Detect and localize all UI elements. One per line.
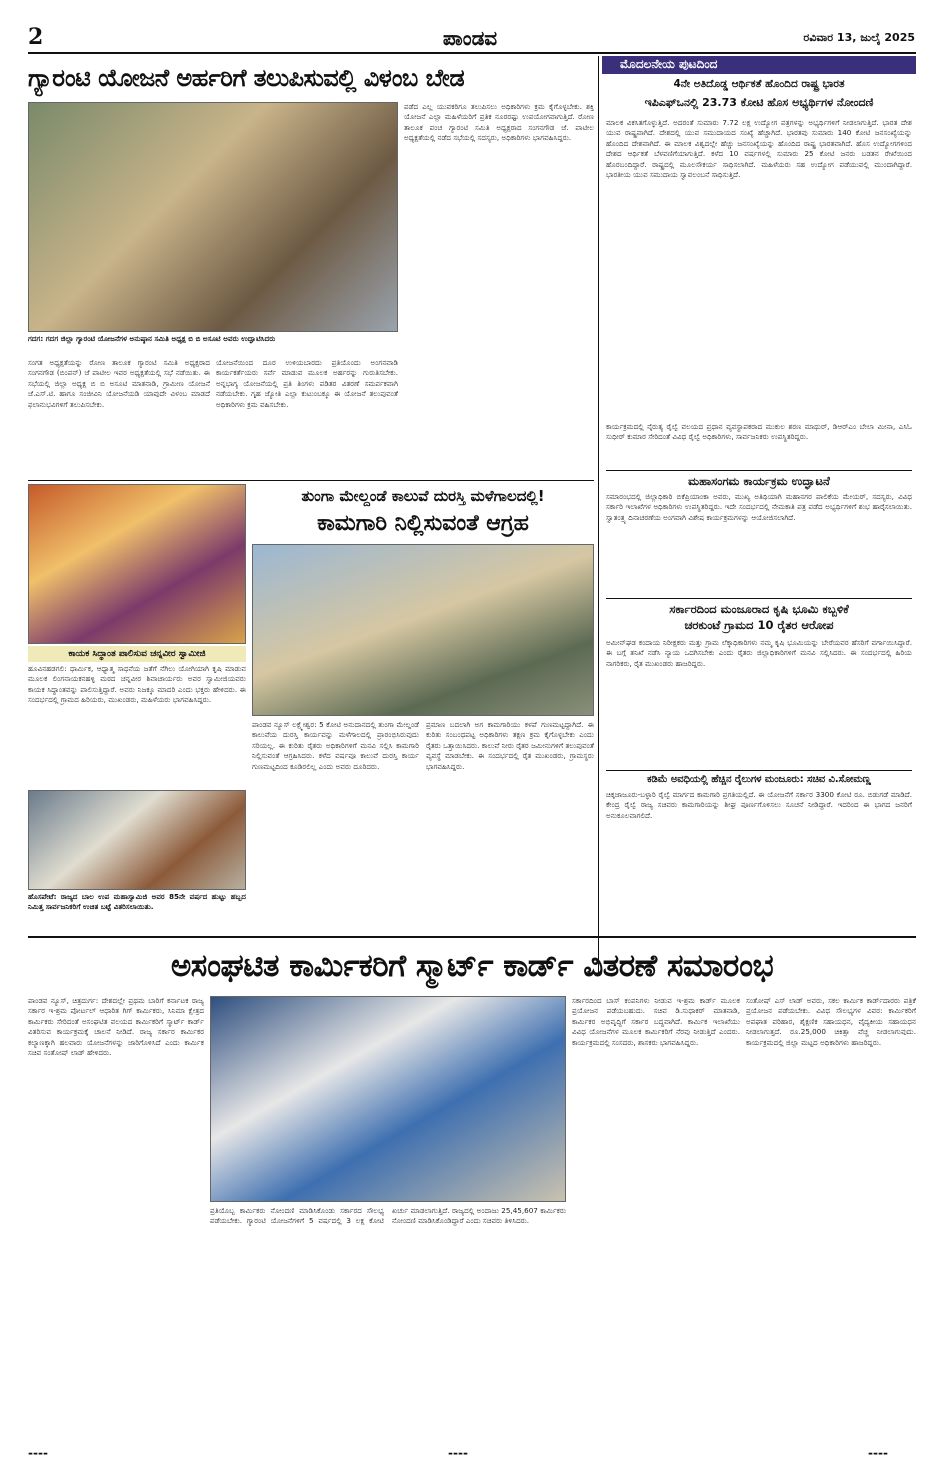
issue-date: ರವಿವಾರ 13, ಜುಲೈ 2025 — [803, 31, 915, 44]
story2-subhead3: ಮಹಾಸಂಗಮ ಕಾರ್ಯಕ್ರಮ ಉದ್ಘಾಟನೆ — [606, 470, 912, 489]
story2-body1: ಮಾಲಕ ವಿಕಸಿತಗೊಳ್ಳುತ್ತಿದೆ. ಅದರಂತೆ ಸುಮಾರು 7.72 ಲಕ್ಷ ಉದ್ಯೋಗ ಪತ್ರಗಳನ್ನು ಅಭ್ಯರ್ಥಿಗಳಿಗೆ ನೀಡಲಾಗುತ್ತಿದೆ. ಭಾರತ ದೇಶ ಯುವ ರಾಷ್ಟ್ರವಾಗಿದೆ. ದೇಶದಲ್ಲಿ ಯುವ ಸಮುದಾಯದ ಸಂಖ್ಯೆ ಹೆಚ್ಚಾಗಿದೆ. ಭಾರತವು ಸುಮಾರು 140 ಕೋಟಿ ಜನಸಂಖ್ಯೆಯನ್ನು ಹೊಂದಿದ ದೇಶವಾಗಿದೆ. ಈ ಮಾಲಕ ವಿಶ್ವದಲ್ಲೇ ಹೆಚ್ಚು ಜನಸಂಖ್ಯೆಯನ್ನು ಹೊಂದಿದ ರಾಷ್ಟ್ರ ಭಾರತವಾಗಿದೆ. ಹೊಸ ಉದ್ಯೋಗಗಳಿಂದ ದೇಶದ ಆರ್ಥಿಕತೆ ಬೆಳವಣಿಗೆಯಾಗುತ್ತಿದೆ. ಕಳೆದ 10 ವರ್ಷಗಳಲ್ಲಿ ಸುಮಾರು 25 ಕೋಟಿ ಜನರು ಬಡತನ ರೇಖೆಯಿಂದ ಹೊರಬಂದಿದ್ದಾರೆ. ರಾಷ್ಟ್ರದಲ್ಲಿ ಮೂಲಸೌಕರ್ಯ ಸಾಧಿಸಲಾಗಿದೆ. ಮಹಿಳೆಯರು ಸಹ ಉದ್ಯೋಗ ಪಡೆಯುವಲ್ಲಿ ಮುಂದಾಗಿದ್ದಾರೆ. ಭಾರತೀಯ ಯುವ ಸಮುದಾಯ ಸ್ವಾವಲಂಬನೆ ಸಾಧಿಸುತ್ತಿದೆ. — [606, 118, 912, 180]
story2-subhead6: ಕಡಿಮೆ ಅವಧಿಯಲ್ಲಿ ಹೆಚ್ಚಿನ ರೈಲುಗಳ ಮಂಜೂರು: ಸಚಿವ ವಿ.ಸೋಮಣ್ಣ — [606, 770, 912, 785]
story2-kicker: ಮೊದಲನೇಯ ಪುಟದಿಂದ — [620, 57, 718, 71]
footer-right: ---- — [868, 1446, 888, 1460]
story3-photo — [28, 484, 246, 644]
story2-subhead5: ಚರಕುಂಟೆ ಗ್ರಾಮದ 10 ರೈತರ ಆರೋಪ — [684, 618, 834, 632]
page-number: 2 — [28, 24, 44, 50]
story4-body-col1: ಪಾಂಡವ ನ್ಯೂಸ್ ಲಕ್ಷ್ಮೇಶ್ವರ: 5 ಕೋಟಿ ಅನುದಾನದಲ್ಲಿ ತುಂಗಾ ಮೇಲ್ದಂಡೆ ಕಾಲುವೆಯ ದುರಸ್ತಿ ಕಾರ್ಯವನ್ನು ಮಳೆಗಾಲದಲ್ಲಿ ಪ್ರಾರಂಭಿಸಿರುವುದು ಸರಿಯಲ್ಲ. ಈ ಕುರಿತು ರೈತರು ಅಧಿಕಾರಿಗಳಿಗೆ ಮನವಿ ಸಲ್ಲಿಸಿ ಕಾಮಗಾರಿ ನಿಲ್ಲಿಸುವಂತೆ ಆಗ್ರಹಿಸಿದರು. ಕಳೆದ ವರ್ಷವೂ ಕಾಲುವೆ ದುರಸ್ತಿ ಕಾರ್ಯ ಗುಣಮಟ್ಟದಿಂದ ಕೂಡಿರಲಿಲ್ಲ ಎಂದು ಅವರು ದೂರಿದರು. — [252, 720, 419, 771]
story1-body-col1: ಸಂಗತ ಅಧ್ಯಕ್ಷತೆಯನ್ನು ರೋಣ ತಾಲೂಕ ಗ್ಯಾರಂಟಿ ಸಮಿತಿ ಅಧ್ಯಕ್ಷರಾದ ಸಂಗನಗೌಡ (ಬಿಂಪನ್) ಜೆ ಪಾಟೀಲ ಇವರ ಅಧ್ಯಕ್ಷತೆಯಲ್ಲಿ ಸಭೆ ನಡೆಯಿತು. ಈ ಸಭೆಯಲ್ಲಿ ಜಿಲ್ಲಾ ಅಧ್ಯಕ್ಷ ಬಿ ಬಿ ಅಸೂಟಿ ಮಾತನಾಡಿ, ಗ್ರಾಮೀಣ ಯೋಜನೆ ಜೆ.ಎಸ್.ಟಿ. ಹಾಗೂ ಸಂಜೀವಿನಿ ಯೋಜನೆಯಡಿ ಯಾವುದೇ ವಿಳಂಬ ಮಾಡದೆ ಫಲಾನುಭವಿಗಳಿಗೆ ತಲುಪಿಸಬೇಕು. — [28, 358, 210, 409]
story2-body5: ಚಿಕ್ಕಜಾಜೂರು-ಬಳ್ಳಾರಿ ರೈಲ್ವೆ ಮಾರ್ಗದ ಕಾಮಗಾರಿ ಪ್ರಗತಿಯಲ್ಲಿದೆ. ಈ ಯೋಜನೆಗೆ ಸರ್ಕಾರ 3300 ಕೋಟಿ ರೂ. ಬಿಡುಗಡೆ ಮಾಡಿದೆ. ಕೇಂದ್ರ ರೈಲ್ವೆ ರಾಜ್ಯ ಸಚಿವರು ಕಾಮಗಾರಿಯನ್ನು ಶೀಘ್ರ ಪೂರ್ಣಗೊಳಿಸಲು ಸೂಚನೆ ನೀಡಿದ್ದಾರೆ. ಇದರಿಂದ ಈ ಭಾಗದ ಜನರಿಗೆ ಅನುಕೂಲವಾಗಲಿದೆ. — [606, 790, 912, 820]
footer-left: ---- — [28, 1446, 48, 1460]
story2-subhead4: ಸರ್ಕಾರದಿಂದ ಮಂಜೂರಾದ ಕೃಷಿ ಭೂಮಿ ಕಬ್ಬಳಿಕೆ — [606, 598, 912, 617]
story3-photo2 — [28, 790, 246, 890]
story4-headline1: ತುಂಗಾ ಮೇಲ್ದಂಡೆ ಕಾಲುವೆ ದುರಸ್ತಿ ಮಳೆಗಾಲದಲ್ಲಿ! — [301, 487, 545, 505]
story2-body2: ಕಾರ್ಯಕ್ರಮದಲ್ಲಿ ನೈರುತ್ಯ ರೈಲ್ವೆ ವಲಯದ ಪ್ರಧಾನ ವ್ಯವಸ್ಥಾಪಕರಾದ ಮುಕುಲ ಶರಣ ಮಾಥುರ್, ಡಿಆರ್‌ಎಂ ಬೇಲಾ ಮೀನಾ, ಎಸಿಓ ಸುಧೀರ್ ಕುಮಾರ ಸೇರಿದಂತೆ ವಿವಿಧ ರೈಲ್ವೆ ಅಧಿಕಾರಿಗಳು, ಸಾರ್ವಜನಿಕರು ಉಪಸ್ಥಿತರಿದ್ದರು. — [606, 422, 912, 442]
story1-photo — [28, 102, 398, 332]
story3-body: ಹೂವಿನಹಡಗಲಿ: ಧಾರ್ಮಿಕ, ಆಧ್ಯಾತ್ಮ ಸಾಧನೆಯ ಜತೆಗೆ ನೆಗಿಲು ಯೋಗಿಯಾಗಿ ಕೃಷಿ ಮಾಡುವ ಮೂಲಕ ಲಿಂಗನಾಯಕನಹಳ್ಳಿ ಮಠದ ಚನ್ನವೀರ ಶಿವಾಚಾರ್ಯರು ಅವರ ಸ್ವಾಮೀಜಿಯವರು ಕಾಯಕ ಸಿದ್ಧಾಂತವನ್ನು ಪಾಲಿಸುತ್ತಿದ್ದಾರೆ. ಅವರು ನಿಜಕ್ಕೂ ಮಾದರಿ ಎಂದು ಭಕ್ತರು ಹೇಳಿದರು. ಈ ಸಂದರ್ಭದಲ್ಲಿ ಗ್ರಾಮದ ಹಿರಿಯರು, ಮುಖಂಡರು, ಮಹಿಳೆಯರು ಭಾಗವಹಿಸಿದ್ದರು. — [28, 664, 246, 705]
story2-body4: ಅಮೀನ್‌ಘಡ ಕಂದಾಯ ನಿರೀಕ್ಷಕರು ಮತ್ತು ಗ್ರಾಮ ಲೆಕ್ಕಾಧಿಕಾರಿಗಳು ನಮ್ಮ ಕೃಷಿ ಭೂಮಿಯನ್ನು ಬೇರೆಯವರ ಹೆಸರಿಗೆ ವರ್ಗಾಯಿಸಿದ್ದಾರೆ. ಈ ಬಗ್ಗೆ ತನಿಖೆ ನಡೆಸಿ ನ್ಯಾಯ ಒದಗಿಸಬೇಕು ಎಂದು ರೈತರು ಜಿಲ್ಲಾಧಿಕಾರಿಗಳಿಗೆ ಮನವಿ ಸಲ್ಲಿಸಿದರು. ಈ ಸಂದರ್ಭದಲ್ಲಿ ಹಿರಿಯ ನಾಗರಿಕರು, ರೈತ ಮುಖಂಡರು ಹಾಜರಿದ್ದರು. — [606, 638, 912, 668]
story5-body-col2: ಪ್ರತಿಯೊಬ್ಬ ಕಾರ್ಮಿಕರು ನೋಂದಣಿ ಮಾಡಿಸಿಕೊಂಡು ಸರ್ಕಾರದ ಸೌಲಭ್ಯ ಪಡೆಯಬೇಕು. ಗ್ಯಾರಂಟಿ ಯೋಜನೆಗಳಿಗೆ 5 ವರ್ಷದಲ್ಲಿ 3 ಲಕ್ಷ ಕೋಟಿ ಖರ್ಚು ಮಾಡಲಾಗುತ್ತಿದೆ. ರಾಜ್ಯದಲ್ಲಿ ಅಂದಾಜು 25,45,607 ಕಾರ್ಮಿಕರು ನೋಂದಣಿ ಮಾಡಿಸಿಕೊಂಡಿದ್ದಾರೆ ಎಂದು ಸಚಿವರು ತಿಳಿಸಿದರು. — [210, 1206, 566, 1226]
story1-rule — [28, 480, 594, 481]
masthead — [0, 0, 945, 54]
story2-subhead2: ಇಪಿಎಫ್‌ಒನಲ್ಲಿ 23.73 ಕೋಟಿ ಹೊಸ ಅಭ್ಯರ್ಥಿಗಳ ನೋಂದಣಿ — [644, 96, 874, 109]
story3-caption: ಕಾಯಕ ಸಿದ್ಧಾಂತ ಪಾಲಿಸುವ ಚನ್ನವೀರ ಸ್ವಾಮೀಜಿ — [28, 646, 246, 662]
story1-caption: ಗದಗ: ಗದಗ ಜಿಲ್ಲಾ ಗ್ಯಾರಂಟಿ ಯೋಜನೆಗಳ ಅನುಷ್ಠಾನ ಸಮಿತಿ ಅಧ್ಯಕ್ಷ ಬಿ ಬಿ ಅಸೂಟಿ ಅವರು ಉದ್ಘಾಟಿಸಿದರು — [28, 334, 276, 343]
footer-center: ---- — [448, 1446, 468, 1460]
story5-body-col3: ಸರ್ಕಾರದಿಂದ ಬಾಸ್ ಕಂಪನಿಗಳು ನೀಡುವ ಇ-ಶ್ರಮ ಕಾರ್ಡ್ ಮೂಲಕ ಪ್ರಯೋಜನ ಪಡೆಯಬಹುದು. ಸಚಿವ ಡಿ.ಸುಧಾಕರ್ ಮಾತನಾಡಿ, ಕಾರ್ಮಿಕರ ಅಭಿವೃದ್ಧಿಗೆ ಸರ್ಕಾರ ಬದ್ಧವಾಗಿದೆ. ಕಾರ್ಮಿಕ ಇಲಾಖೆಯು ವಿವಿಧ ಯೋಜನೆಗಳ ಮೂಲಕ ಕಾರ್ಮಿಕರಿಗೆ ನೆರವು ನೀಡುತ್ತಿದೆ ಎಂದರು. ಕಾರ್ಯಕ್ರಮದಲ್ಲಿ ಸಂಸದರು, ಶಾಸಕರು ಭಾಗವಹಿಸಿದ್ದರು. — [572, 996, 740, 1047]
story5-headline: ಅಸಂಘಟಿತ ಕಾರ್ಮಿಕರಿಗೆ ಸ್ಮಾರ್ಟ್ ಕಾರ್ಡ್ ವಿತರಣೆ ಸಮಾರಂಭ — [170, 948, 774, 984]
story4-headline2: ಕಾಮಗಾರಿ ನಿಲ್ಲಿಸುವಂತೆ ಆಗ್ರಹ — [317, 511, 529, 536]
story4-photo — [252, 544, 594, 716]
story3-caption2: ಹೊಸಪೇಟೆ: ರಾಜ್ಯದ ಬಾಲ ಉಪ ಮಹಾಸ್ವಾಮಿಜಿ ಅವರ 85ನೇ ವರ್ಷದ ಹುಟ್ಟು ಹಬ್ಬದ ನಿಮಿತ್ತ ಸಾರ್ವಜನಿಕರಿಗೆ ಉಚಿತ ಬಟ್ಟೆ ವಿತರಿಸಲಾಯಿತು. — [28, 892, 246, 911]
paper-name: ಪಾಂಡವ — [442, 26, 498, 50]
story5-top-rule — [28, 936, 916, 938]
story5-body-col4: ಸಂತೋಷ್ ಎಸ್ ಲಾಡ್ ಅವರು, ಸಕಲ ಕಾರ್ಮಿಕ ಕಾರ್ಡ್‌ದಾರರು ಪತ್ರಿಕೆ ಪ್ರಯೋಜನ ಪಡೆಯಬೇಕು. ವಿವಿಧ ಸೌಲಭ್ಯಗಳ ವಿವರ: ಕಾರ್ಮಿಕರಿಗೆ ಅಪಘಾತ ಪರಿಹಾರ, ಶೈಕ್ಷಣಿಕ ಸಹಾಯಧನ, ವೈದ್ಯಕೀಯ ಸಹಾಯಧನ ನೀಡಲಾಗುತ್ತದೆ. ರೂ.25,000 ಚಿಕಿತ್ಸಾ ವೆಚ್ಚ ನೀಡಲಾಗುವುದು. ಕಾರ್ಯಕ್ರಮದಲ್ಲಿ ಜಿಲ್ಲಾ ಮಟ್ಟದ ಅಧಿಕಾರಿಗಳು ಹಾಜರಿದ್ದರು. — [746, 996, 916, 1047]
story4-body-col2: ಪ್ರಮಾಣ ಬದಲಾಗಿ ಅಗ ಕಾಮಗಾರಿಯು ಕಳಪೆ ಗುಣಮಟ್ಟದ್ದಾಗಿದೆ. ಈ ಕುರಿತು ಸಂಬಂಧಪಟ್ಟ ಅಧಿಕಾರಿಗಳು ತಕ್ಷಣ ಕ್ರಮ ಕೈಗೊಳ್ಳಬೇಕು ಎಂದು ರೈತರು ಒತ್ತಾಯಿಸಿದರು. ಕಾಲುವೆ ನೀರು ರೈತರ ಜಮೀನುಗಳಿಗೆ ತಲುಪುವಂತೆ ವ್ಯವಸ್ಥೆ ಮಾಡಬೇಕು. ಈ ಸಂದರ್ಭದಲ್ಲಿ ರೈತ ಮುಖಂಡರು, ಗ್ರಾಮಸ್ಥರು ಭಾಗವಹಿಸಿದ್ದರು. — [426, 720, 594, 771]
story5-photo — [210, 996, 566, 1202]
story1-body-col3: ಪಡೆದ ಎಲ್ಲ ಯುವಕರಿಗೂ ತಲುಪಿಸಲು ಅಧಿಕಾರಿಗಳು ಕ್ರಮ ಕೈಗೊಳ್ಳಬೇಕು. ಶಕ್ತಿ ಯೋಜನೆ ಎಲ್ಲಾ ಮಹಿಳೆಯರಿಗೆ ಪ್ರತಿಕ ನೂರರಷ್ಟು ಉಪಯೋಗವಾಗುತ್ತಿದೆ. ರೋಣ ತಾಲೂಕ ಪಂಚ ಗ್ಯಾರಂಟಿ ಸಮಿತಿ ಅಧ್ಯಕ್ಷರಾದ ಸಂಗನಗೌಡ ಜೆ. ಪಾಟೀಲ ಅಧ್ಯಕ್ಷತೆಯಲ್ಲಿ ನಡೆದ ಸಭೆಯಲ್ಲಿ ಸದಸ್ಯರು, ಅಧಿಕಾರಿಗಳು ಭಾಗವಹಿಸಿದ್ದರು. — [404, 102, 594, 143]
column-divider-right — [598, 56, 599, 976]
story2-subhead1: 4ನೇ ಅತಿದೊಡ್ಡ ಆರ್ಥಿಕತೆ ಹೊಂದಿದ ರಾಷ್ಟ್ರ ಭಾರತ — [673, 78, 845, 90]
story1-headline: ಗ್ಯಾರಂಟಿ ಯೋಜನೆ ಅರ್ಹರಿಗೆ ತಲುಪಿಸುವಲ್ಲಿ ವಿಳಂಬ ಬೇಡ — [28, 64, 465, 92]
masthead-rule — [28, 52, 916, 54]
story1-body-col2: ಯೋಜನೆಯಿಂದ ದೂರ ಉಳಿಯಬಾರದು ಪ್ರತಿಯೊಂದು ಅಂಗನವಾಡಿ ಕಾರ್ಯಕರ್ತೆಯರು ಸರ್ವೆ ಮಾಡುವ ಮೂಲಕ ಅರ್ಹರನ್ನು ಗುರುತಿಸಬೇಕು. ಅನ್ನಭಾಗ್ಯ ಯೋಜನೆಯಲ್ಲಿ ಪ್ರತಿ ತಿಂಗಳು ಪಡಿತರ ವಿತರಣೆ ಸಮರ್ಪಕವಾಗಿ ನಡೆಯಬೇಕು. ಗೃಹ ಜ್ಯೋತಿ ಎಲ್ಲಾ ಕುಟುಂಬಕ್ಕೂ ಈ ಯೋಜನೆ ತಲುಪುವಂತೆ ಅಧಿಕಾರಿಗಳು ಕ್ರಮ ವಹಿಸಬೇಕು. — [216, 358, 398, 409]
story2-body3: ಸಮಾರಂಭದಲ್ಲಿ ಜಿಲ್ಲಾಧಿಕಾರಿ ಬಿಕೆಪ್ರಿಯಾಂಕಾ ಅವರು, ಮುಖ್ಯ ಅತಿಥಿಯಾಗಿ ಮಹಾನಗರ ಪಾಲಿಕೆಯ ಮೇಯರ್, ಸದಸ್ಯರು, ವಿವಿಧ ಸರ್ಕಾರಿ ಇಲಾಖೆಗಳ ಅಧಿಕಾರಿಗಳು ಉಪಸ್ಥಿತರಿದ್ದರು. ಇದೇ ಸಂದರ್ಭದಲ್ಲಿ ನೇಮಕಾತಿ ಪತ್ರ ಪಡೆದ ಅಭ್ಯರ್ಥಿಗಳಿಗೆ ಶುಭ ಹಾರೈಸಲಾಯಿತು. ಸ್ವಾತಂತ್ರ್ಯ ದಿನಾಚರಣೆಯ ಅಂಗವಾಗಿ ವಿಶೇಷ ಕಾರ್ಯಕ್ರಮಗಳನ್ನು ಆಯೋಜಿಸಲಾಗಿದೆ. — [606, 492, 912, 522]
story5-body-col1: ಪಾಂಡವ ನ್ಯೂಸ್, ಚಿತ್ರದುರ್ಗ: ದೇಶದಲ್ಲೇ ಪ್ರಥಮ ಬಾರಿಗೆ ಕರ್ನಾಟಕ ರಾಜ್ಯ ಸರ್ಕಾರ ಇ-ಶ್ರಮ ಪೋರ್ಟಲ್ ಆಧಾರಿತ ಗಿಗ್ ಕಾರ್ಮಿಕರು, ಸಿನಿಮಾ ಕ್ಷೇತ್ರದ ಕಾರ್ಮಿಕರು ಸೇರಿದಂತೆ ಅಸಂಘಟಿತ ವಲಯದ ಕಾರ್ಮಿಕರಿಗೆ ಸ್ಮಾರ್ಟ್ ಕಾರ್ಡ್ ವಿತರಿಸುವ ಕಾರ್ಯಕ್ರಮಕ್ಕೆ ಚಾಲನೆ ನೀಡಿದೆ. ರಾಜ್ಯ ಸರ್ಕಾರ ಕಾರ್ಮಿಕರ ಕಲ್ಯಾಣಕ್ಕಾಗಿ ಹಲವಾರು ಯೋಜನೆಗಳನ್ನು ಜಾರಿಗೊಳಿಸಿದೆ ಎಂದು ಕಾರ್ಮಿಕ ಸಚಿವ ಸಂತೋಷ್ ಲಾಡ್ ಹೇಳಿದರು. — [28, 996, 204, 1058]
